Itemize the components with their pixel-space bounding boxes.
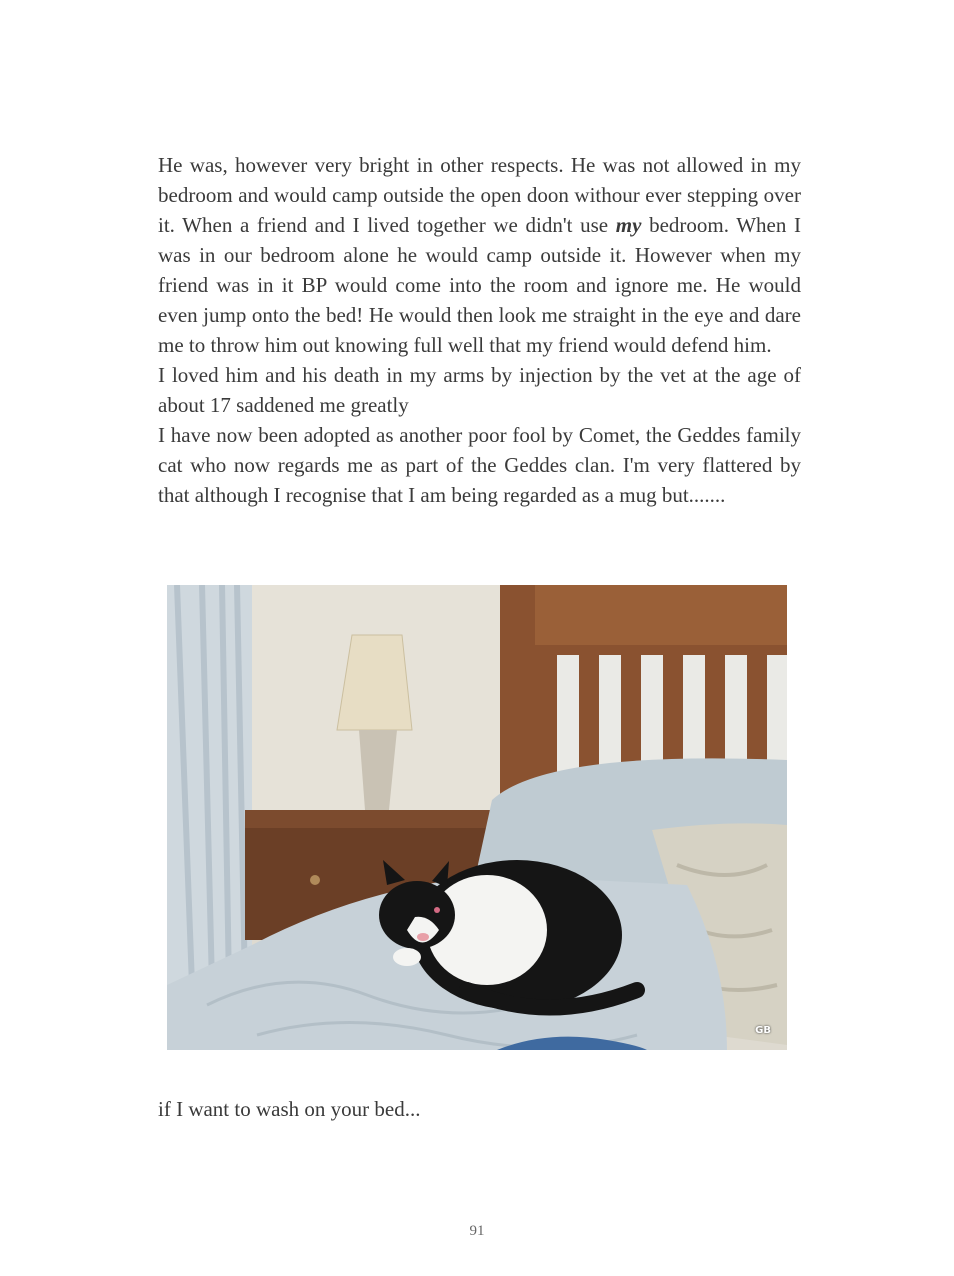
paragraph-1-emphasis: my xyxy=(615,213,642,237)
page-number: 91 xyxy=(469,1223,485,1239)
cat-on-bed-photo xyxy=(167,585,787,1050)
paragraph-3: I have now been adopted as another poor fool by Comet, the Geddes family cat who now regards me as part of the Geddes clan. I'm very flattered by that although I recognise that I am being regarded as a mug but....... xyxy=(158,423,801,507)
photo-caption: if I want to wash on your bed... xyxy=(158,1097,421,1121)
photo-illustration xyxy=(167,585,787,1050)
paragraph-2: I loved him and his death in my arms by injection by the vet at the age of about 17 saddened me greatly xyxy=(158,363,801,417)
paragraph-1 xyxy=(158,150,801,360)
body-text xyxy=(158,150,801,510)
paragraph-1-text-start: He was, however very bright in other respects. He was not allowed in my bedroom and would camp outside the open doon withour ever stepping over it. When a friend and I lived together we didn't use xyxy=(158,153,801,237)
photo-credit: GB xyxy=(755,1025,771,1036)
paragraph-1-text-end: bedroom. When I was in our bedroom alone he would camp outside it. However when my friend was in it BP would come into the room and ignore me. He would even jump onto the bed! He would then look me straight in the eye and dare me to throw him out knowing full well that my friend would defend him. xyxy=(158,213,802,357)
